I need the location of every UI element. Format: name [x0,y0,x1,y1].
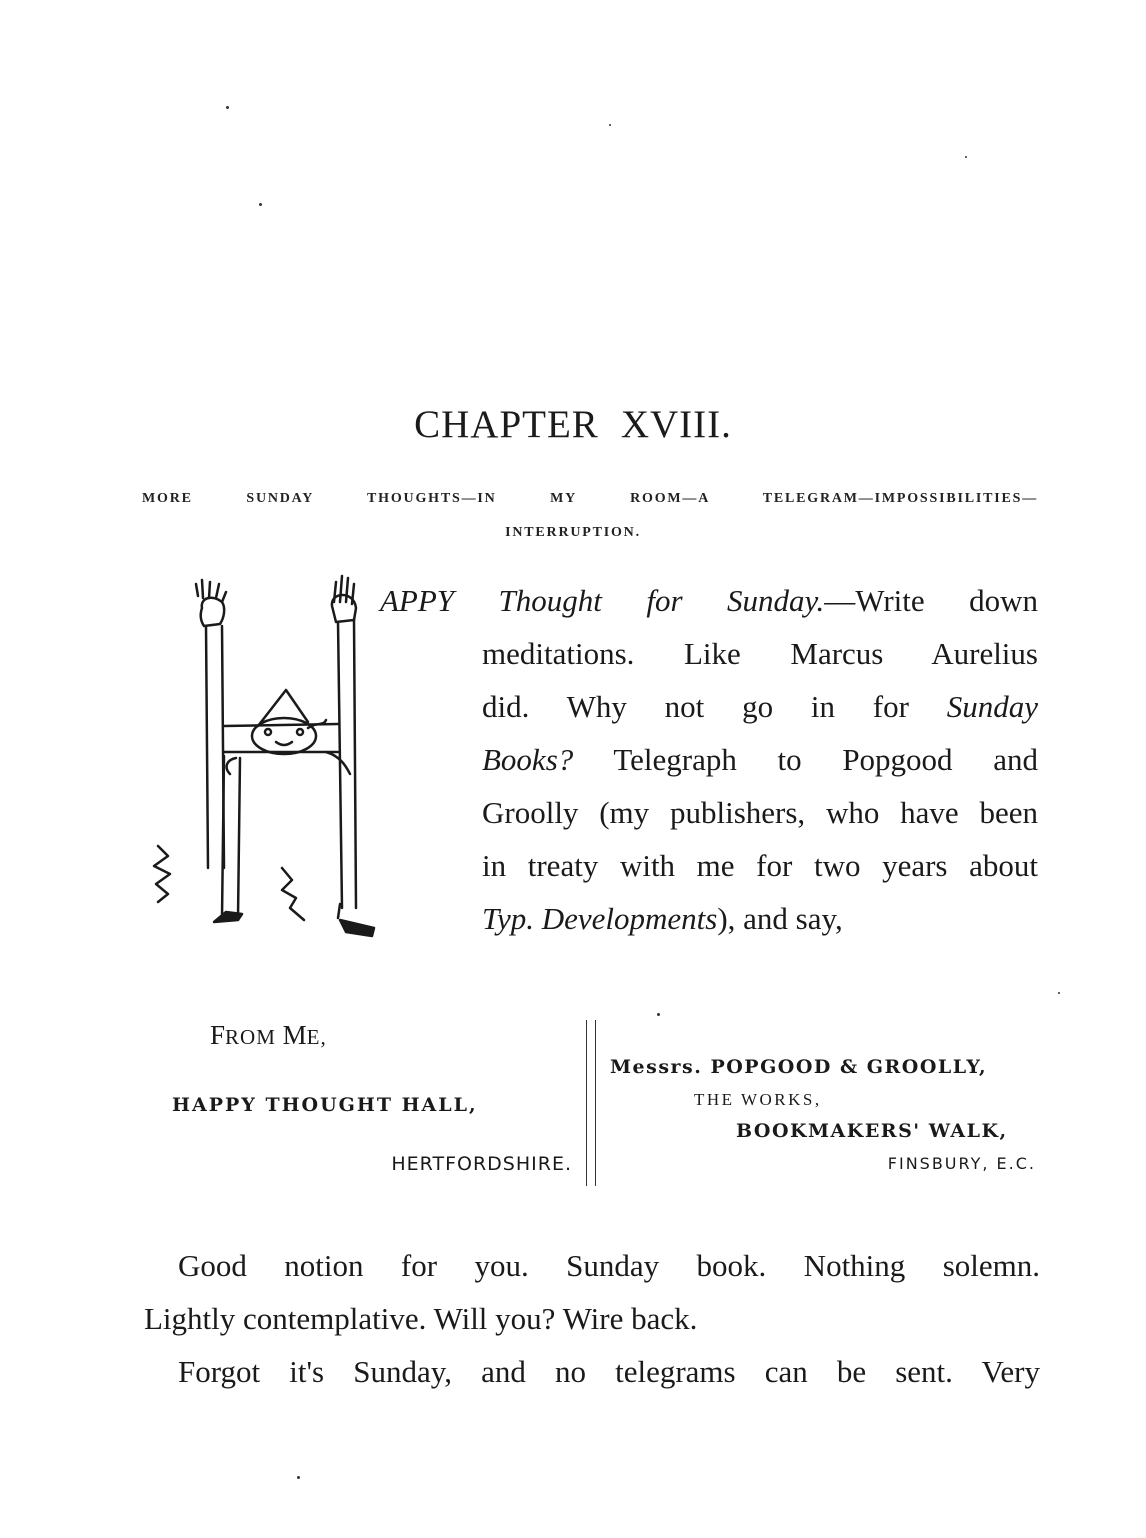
paragraph-line [380,583,1038,619]
ink-speck [965,156,967,158]
paragraph-line [482,901,1038,937]
from-rest: ROM [225,1025,276,1049]
telegram-from-label [210,1020,327,1051]
illustrated-dropcap-h [140,568,386,946]
chapter-synopsis-continued: INTERRUPTION. [505,525,641,540]
line-text: ), and say, [717,901,843,936]
me-rest: E, [306,1025,327,1049]
ink-speck [1058,992,1060,994]
to-address-street: BOOKMAKERS' WALK, [736,1120,1008,1142]
chapter-number: XVIII. [620,403,732,446]
from-initial: F [210,1020,226,1050]
italic-text: Books? [482,742,574,777]
ink-speck [297,1476,300,1479]
from-address-hall: HAPPY THOUGHT HALL, [172,1094,478,1116]
opening-rest: —Write down [824,583,1038,618]
to-address-district: FINSBURY, E.C. [887,1154,1036,1173]
paragraph-line: Forgot it's Sunday, and no telegrams can be sent. Very [178,1354,1040,1389]
from-address-county: HERTFORDSHIRE. [391,1153,572,1175]
italic-text: Sunday [946,689,1038,724]
paragraph-line: Groolly (my publishers, who have been [482,795,1038,830]
ink-speck [609,124,611,126]
ink-speck [226,106,229,109]
me-initial: M [282,1020,307,1050]
paragraph-line [482,742,1038,778]
line-text: did. Why not go in for [482,689,947,724]
line-text: Telegraph to Popgood and [573,742,1038,777]
italic-text: Typ. Developments [482,901,718,936]
to-addressee: Messrs. POPGOOD & GROOLLY, [610,1056,988,1078]
chapter-heading [0,402,1146,447]
chapter-synopsis: MORE SUNDAY THOUGHTS—IN MY ROOM—A TELEGRAM—IMPOSSIBILITIES— [142,491,1038,506]
ink-speck [657,1013,660,1016]
telegram-divider [586,1020,596,1186]
ink-speck [259,203,262,206]
to-address-works: THE WORKS, [694,1090,822,1109]
chapter-word: CHAPTER [414,403,599,446]
paragraph-line: meditations. Like Marcus Aurelius [482,636,1038,671]
paragraph-line [482,689,1038,725]
paragraph-line: Good notion for you. Sunday book. Nothing solemn. [178,1248,1040,1283]
paragraph-line: in treaty with me for two years about [482,848,1038,883]
paragraph-line: Lightly contemplative. Will you? Wire back. [144,1301,698,1336]
opening-italic: APPY Thought for Sunday. [380,583,825,618]
